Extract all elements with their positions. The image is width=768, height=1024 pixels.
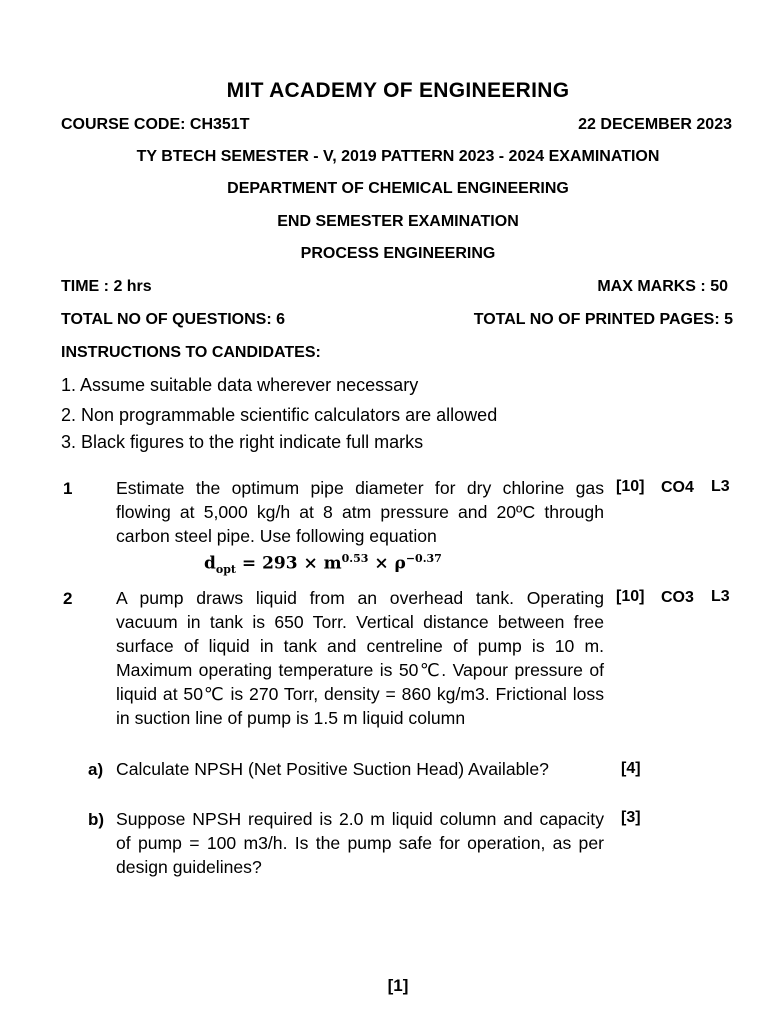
question-marks: [10] <box>616 478 645 495</box>
instruction-item: 2. Non programmable scientific calculators are allowed <box>61 405 498 425</box>
subject: PROCESS ENGINEERING <box>300 245 496 262</box>
subquestion-text: Calculate NPSH (Net Positive Suction Head) Available? <box>116 759 549 779</box>
question-marks: [10] <box>616 588 645 605</box>
question-text: A pump draws liquid from an overhead tank. Operating vacuum in tank is 650 Torr. Vertical distance between free surface of liquid in tank and centreline of pump is 10 m. Maximum operating temperature is 50℃. Vapour pressure of liquid at 50℃ is 270 Torr, density = 860 kg/m3. Frictional loss in suction line of pump is 1.5 m liquid column <box>116 588 604 728</box>
instruction-item: 3. Black figures to the right indicate full marks <box>61 432 424 452</box>
exam-type: END SEMESTER EXAMINATION <box>277 213 519 230</box>
exam-date: 22 DECEMBER 2023 <box>578 116 732 133</box>
course-code: COURSE CODE: CH351T <box>61 116 250 133</box>
instruction-item: 1. Assume suitable data wherever necessary <box>61 375 419 395</box>
bloom-level: L3 <box>711 588 730 605</box>
exam-time: TIME : 2 hrs <box>61 278 152 295</box>
course-outcome: CO3 <box>661 589 694 606</box>
institute-title: MIT ACADEMY OF ENGINEERING <box>226 79 570 102</box>
question-number: 1 <box>63 479 73 498</box>
page-number: [1] <box>387 976 409 995</box>
question-number: 2 <box>63 589 73 608</box>
department: DEPARTMENT OF CHEMICAL ENGINEERING <box>227 180 569 197</box>
optimum-diameter-formula: $d_{opt} = 293 \times m^{0.53} \times \rho^{-0.37}$ <box>204 552 442 577</box>
subquestion-marks: [4] <box>621 760 641 777</box>
subquestion-text: Suppose NPSH required is 2.0 m liquid column and capacity of pump = 100 m3/h. Is the pump safe for operation, as per design guidelines? <box>116 809 604 877</box>
total-pages: TOTAL NO OF PRINTED PAGES: 5 <box>473 311 733 328</box>
max-marks: MAX MARKS : 50 <box>597 278 728 295</box>
course-outcome: CO4 <box>661 479 694 496</box>
subquestion-label: b) <box>88 810 105 829</box>
bloom-level: L3 <box>711 478 730 495</box>
subquestion-label: a) <box>88 760 104 779</box>
semester-line: TY BTECH SEMESTER - V, 2019 PATTERN 2023 - 2024 EXAMINATION <box>136 148 660 165</box>
subquestion-marks: [3] <box>621 809 641 826</box>
question-text: Estimate the optimum pipe diameter for dry chlorine gas flowing at 5,000 kg/h at 8 atm pressure and 20ºC through carbon steel pipe. Use following equation <box>116 478 604 546</box>
instructions-heading: INSTRUCTIONS TO CANDIDATES: <box>61 344 321 361</box>
total-questions: TOTAL NO OF QUESTIONS: 6 <box>61 311 286 328</box>
